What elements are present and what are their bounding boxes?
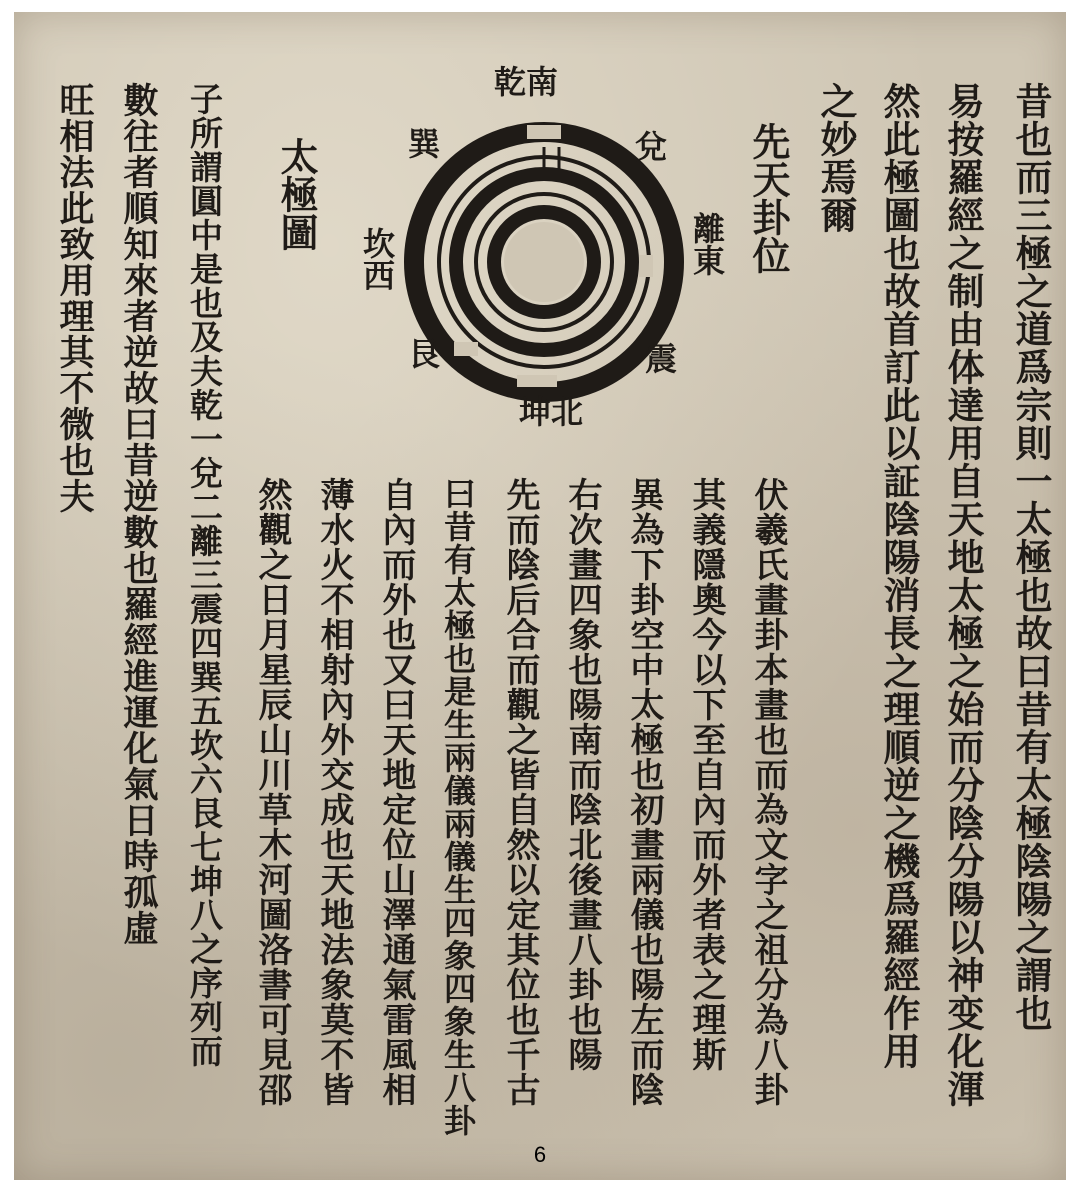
heading-xiantian-guawei: 先天卦位 — [746, 122, 791, 274]
diagram-label-lower-left: 艮 — [403, 337, 441, 369]
text-column: 薄水火不相射內外交成也天地法象莫不皆 — [314, 477, 354, 1107]
heading-taiji-tu: 太極圖 — [274, 137, 319, 251]
text-column: 然此極圖也故首訂此以証陰陽消長之理順逆之機爲羅經作用 — [877, 82, 921, 1070]
diagram-label-right: 離東 — [688, 212, 726, 276]
text-column: 異為下卦空中太極也初畫兩儀也陽左而陰 — [624, 477, 664, 1107]
text-column: 數往者順知來者逆故曰昔逆數也羅經進運化氣日時孤虛 — [118, 82, 159, 946]
diagram-label-left: 坎西 — [358, 227, 396, 291]
diagram-label-top: 乾南 — [494, 63, 559, 101]
diagram-label-upper-right: 兌 — [630, 130, 668, 162]
text-column: 伏羲氏畫卦本畫也而為文字之祖分為八卦 — [748, 477, 788, 1107]
manuscript-page — [14, 12, 1066, 1180]
text-column: 曰昔有太極也是生兩儀兩儀生四象四象生八卦 — [439, 477, 477, 1137]
text-column: 然觀之日月星辰山川草木河圖洛書可見邵 — [252, 477, 292, 1107]
diagram-label-upper-left: 巽 — [403, 127, 441, 159]
text-column: 子所謂圓中是也及夫乾一兌二離三震四巽五坎六艮七坤八之序列而 — [185, 82, 224, 1068]
text-column: 右次畫四象也陽南而陰北後畫八卦也陽 — [562, 477, 602, 1072]
text-column: 其義隱奧今以下至自內而外者表之理斯 — [686, 477, 726, 1072]
diagram-label-bottom: 坤北 — [519, 393, 584, 431]
page-number: 6 — [533, 1142, 547, 1167]
diagram-label-lower-right: 震 — [640, 342, 678, 374]
text-column: 旺相法此致用理其不微也夫 — [54, 82, 95, 514]
text-column: 昔也而三極之道爲宗則一太極也故曰昔有太極陰陽之謂也 — [1009, 82, 1053, 1032]
text-column: 之妙焉爾 — [814, 82, 858, 234]
text-column: 易按羅經之制由体達用自天地太極之始而分陰分陽以神变化渾 — [941, 82, 985, 1108]
text-column: 先而陰后合而觀之皆自然以定其位也千古 — [500, 477, 540, 1107]
text-column: 自內而外也又曰天地定位山澤通氣雷風相 — [376, 477, 416, 1107]
